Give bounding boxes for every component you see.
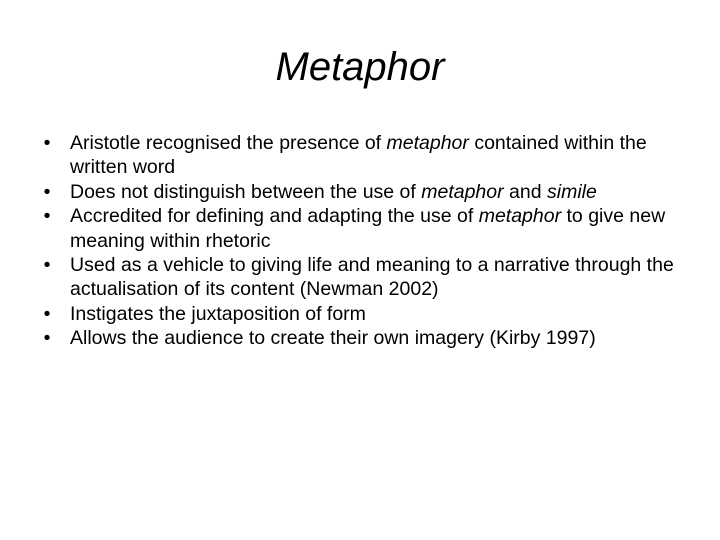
bullet-marker: • [43, 254, 51, 277]
bullet-item [36, 253, 696, 302]
bullet-text: Accredited for defining and adapting the use of [70, 205, 479, 228]
bullet-marker: • [43, 132, 51, 154]
bullet-text-italic: metaphor [386, 132, 469, 154]
bullet-text-italic: metaphor [478, 205, 562, 228]
bullet-item [36, 180, 696, 204]
bullet-text-italic: simile [547, 180, 597, 203]
bullet-list [36, 131, 696, 351]
bullet-text: Used as a vehicle to giving life and meaning to a narrative through the actualisation of its content (Newman 2002) [70, 254, 674, 301]
bullet-text: Aristotle recognised the presence of [70, 132, 387, 154]
bullet-marker: • [43, 180, 51, 203]
slide-title: Metaphor [275, 45, 445, 89]
bullet-text: Does not distinguish between the use of [70, 180, 422, 203]
bullet-item [36, 326, 696, 350]
bullet-marker: • [43, 205, 51, 228]
bullet-text: Instigates the juxtaposition of form [70, 302, 366, 325]
bullet-text: and [503, 180, 547, 203]
bullet-item [36, 302, 696, 326]
bullet-text-italic: metaphor [421, 180, 504, 203]
bullet-marker: • [43, 327, 51, 350]
bullet-text: contained within the written word [70, 132, 647, 179]
bullet-text: to give new meaning within rhetoric [70, 205, 666, 252]
bullet-item [36, 131, 696, 180]
bullet-item [36, 204, 696, 253]
bullet-marker: • [43, 302, 51, 325]
bullet-text: Allows the audience to create their own imagery (Kirby 1997) [70, 327, 596, 350]
